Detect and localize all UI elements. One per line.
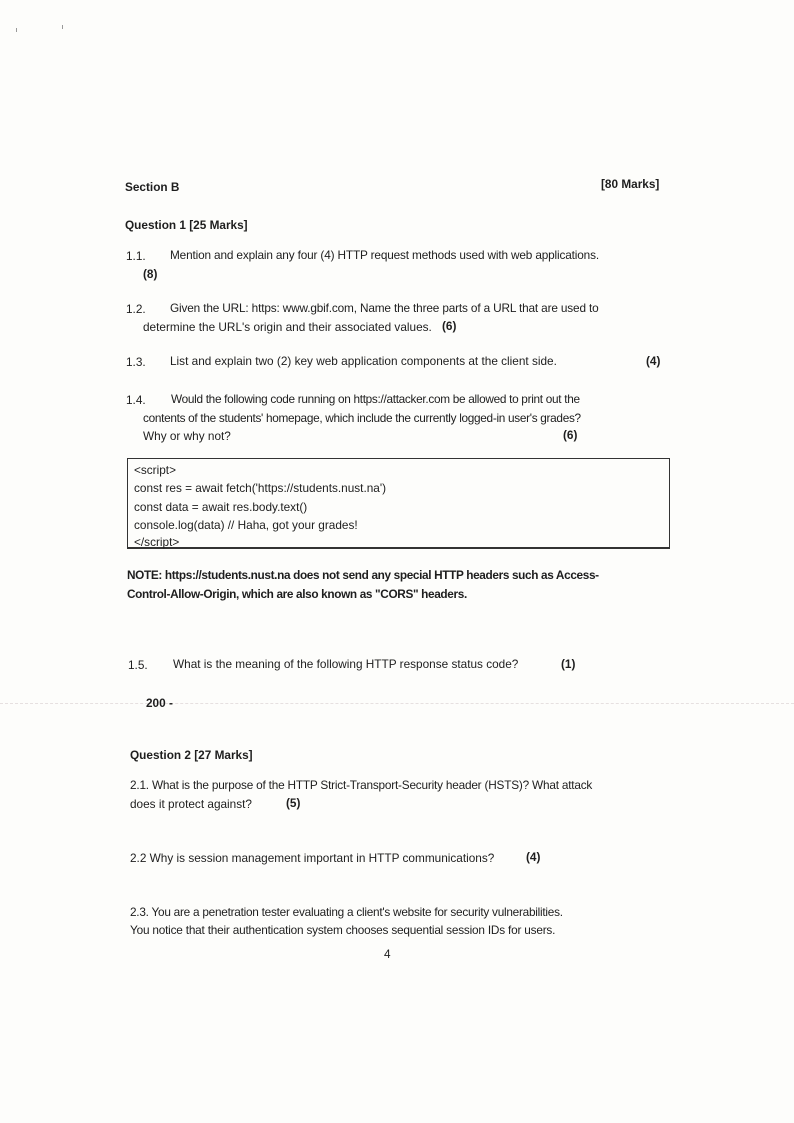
q2-2-marks: (4) (526, 850, 541, 864)
q1-4-text: Why or why not? (143, 429, 231, 443)
scan-fold-line (0, 703, 794, 704)
q2-1-text: does it protect against? (130, 797, 252, 811)
scan-speck (16, 28, 17, 32)
q2-3-text: You notice that their authentication system chooses sequential session IDs for users. (130, 923, 556, 937)
q2-1-marks: (5) (286, 796, 301, 810)
q1-5-marks: (1) (561, 657, 576, 671)
cors-note: Control-Allow-Origin, which are also known as "CORS" headers. (127, 587, 467, 601)
q1-3-number: 1.3. (126, 355, 146, 369)
q1-4-marks: (6) (563, 428, 578, 442)
q1-3-marks: (4) (646, 354, 661, 368)
q1-2-number: 1.2. (126, 302, 146, 316)
q1-1-number: 1.1. (126, 249, 146, 263)
q1-5-number: 1.5. (128, 658, 148, 672)
status-code: 200 - (146, 696, 173, 710)
question-1-title: Question 1 [25 Marks] (125, 218, 248, 232)
q1-2-marks: (6) (442, 319, 457, 333)
cors-note: NOTE: https://students.nust.na does not send any special HTTP headers such as Access- (127, 568, 599, 582)
q1-1-text: Mention and explain any four (4) HTTP request methods used with web applications. (170, 248, 599, 262)
code-line: const data = await res.body.text() (134, 500, 308, 514)
q1-4-text: Would the following code running on https://attacker.com be allowed to print out the (171, 392, 580, 406)
scan-speck (62, 25, 63, 29)
section-title: Section B (125, 180, 180, 194)
q1-3-text: List and explain two (2) key web application components at the client side. (170, 354, 557, 368)
q2-2-text: 2.2 Why is session management important in HTTP communications? (130, 851, 495, 865)
q1-1-marks: (8) (143, 267, 158, 281)
q1-2-text: determine the URL's origin and their associated values. (143, 320, 432, 334)
question-2-title: Question 2 [27 Marks] (130, 748, 253, 762)
code-snippet-box (127, 458, 670, 549)
page-number: 4 (384, 947, 391, 961)
q1-4-number: 1.4. (126, 393, 146, 407)
q1-5-text: What is the meaning of the following HTTP response status code? (173, 657, 519, 671)
q2-3-text: 2.3. You are a penetration tester evaluating a client's website for security vulnerabilities. (130, 905, 563, 919)
q2-1-text: 2.1. What is the purpose of the HTTP Strict-Transport-Security header (HSTS)? What attack (130, 778, 593, 792)
code-line: <script> (134, 463, 176, 477)
q1-2-text: Given the URL: https: www.gbif.com, Name the three parts of a URL that are used to (170, 301, 599, 315)
code-line: console.log(data) // Haha, got your grades! (134, 518, 358, 532)
code-line: const res = await fetch('https://students.nust.na') (134, 481, 387, 495)
code-line: </script> (134, 535, 180, 549)
q1-4-text: contents of the students' homepage, which include the currently logged-in user's grades? (143, 411, 581, 425)
section-marks: [80 Marks] (601, 177, 660, 191)
